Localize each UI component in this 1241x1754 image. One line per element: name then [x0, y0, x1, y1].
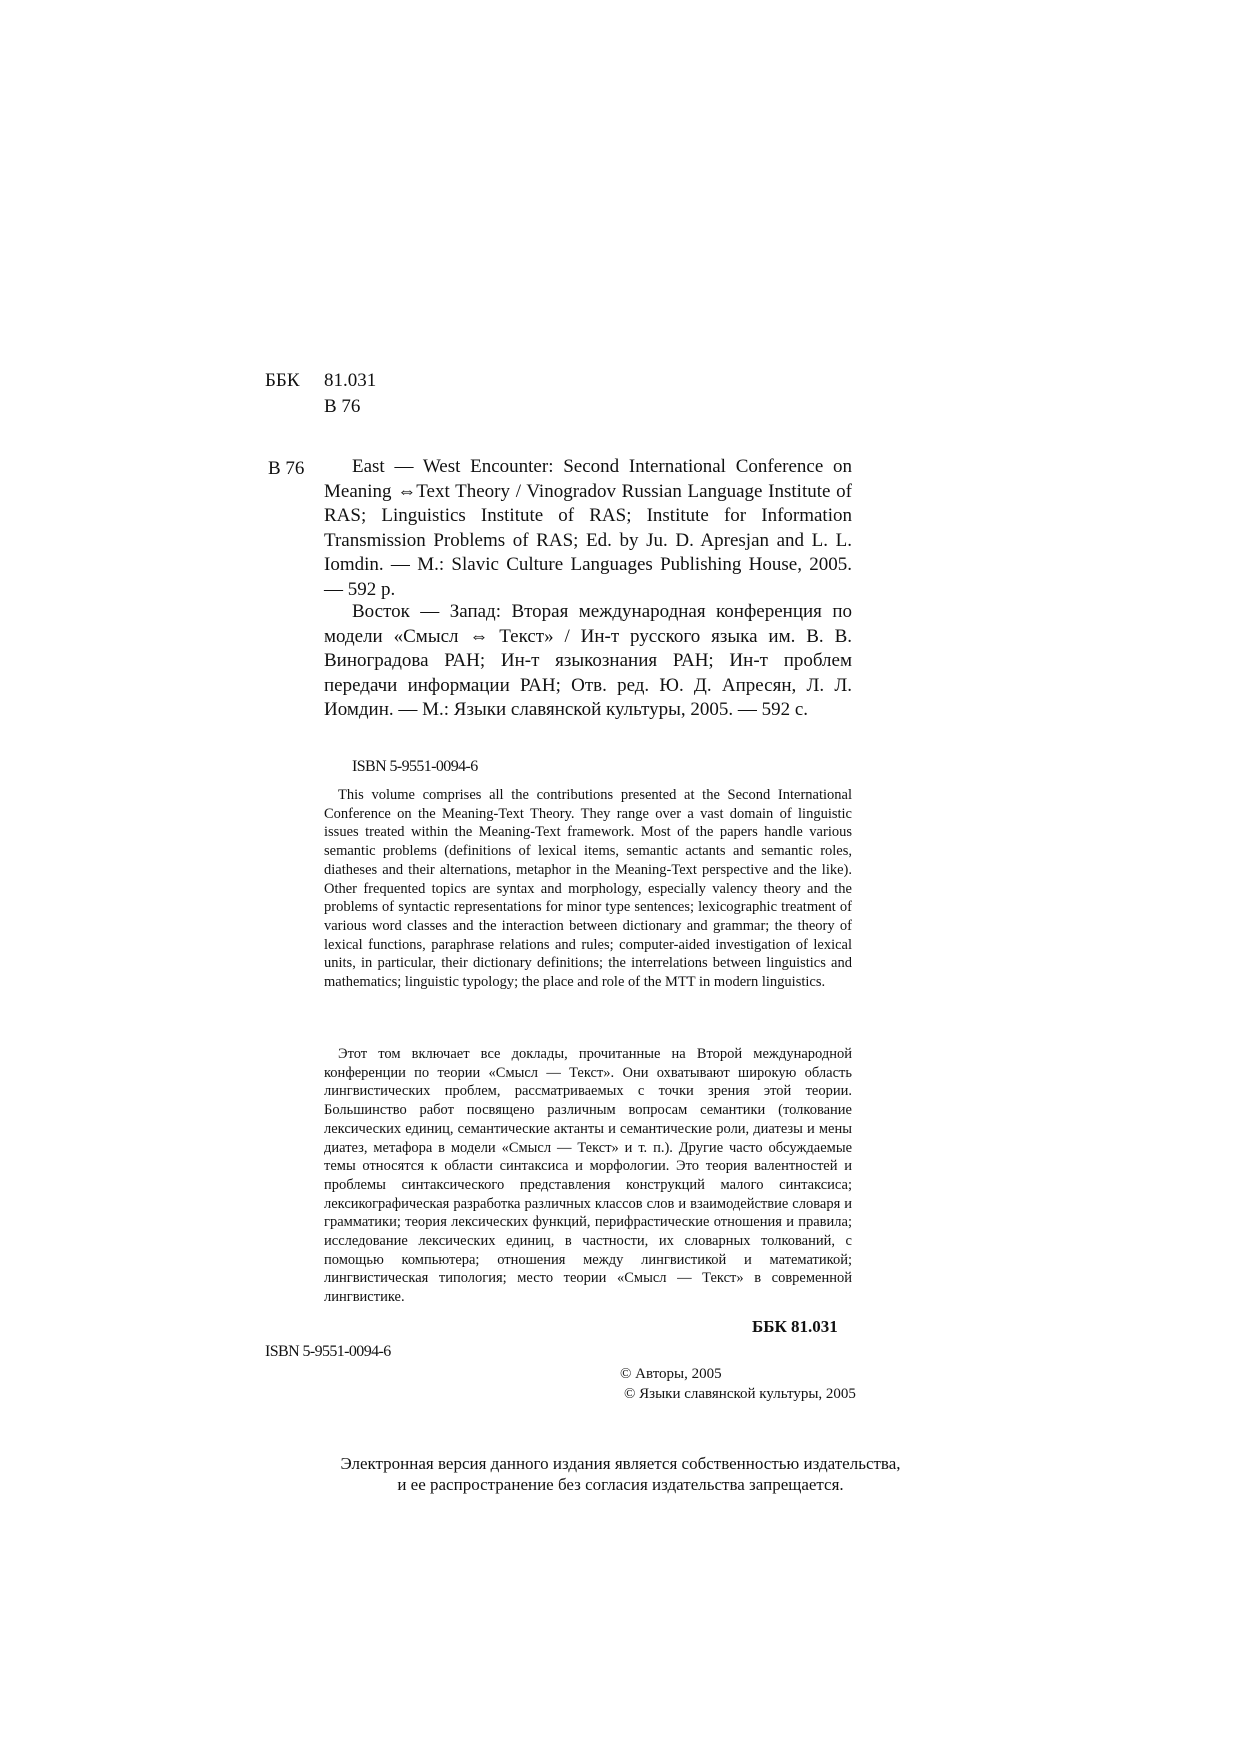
isbn-footer: ISBN 5-9551-0094-6 [265, 1343, 391, 1360]
abstract-english: This volume comprises all the contributions presented at the Second International Conference on the Meaning-Text Theory. They range over a vast domain of linguistic issues treated within the Meaning-Text framework. Most of the papers handle various semantic problems (definitions of lexical items, semantic actants and semantic roles, diatheses and their alternations, metaphor in the Meaning-Text perspective and the like). Other frequented topics are syntax and morphology, especially valency theory and the problems of syntactic representations for minor type sentences; lexicographic treatment of various word classes and the interaction between dictionary and grammar; the theory of lexical functions, paraphrase relations and rules; computer-aided investigation of lexical units, in particular, their dictionary definitions; the interrelations between linguistics and mathematics; linguistic typology; the place and role of the MTT in modern linguistics. [324, 787, 852, 991]
bibliographic-entry-english: East — West Encounter: Second International Conference on Meaning ⇔Text Theory / Vinogradov Russian Language Institute of RAS; Linguistics Institute of RAS; Institute for Information Transmission Problems of RAS; Ed. by Ju. D. Apresjan and L. L. Iomdin. — M.: Slavic Culture Languages Publishing House, 2005. — 592 p. [324, 456, 852, 600]
bbk-code-bold: ББК 81.031 [752, 1317, 838, 1336]
notice-line-1: Электронная версия данного издания является собственностью издательства, [340, 1454, 901, 1473]
copyright-publisher: © Языки славянской культуры, 2005 [624, 1386, 856, 1402]
entry-author-sign: В 76 [268, 458, 305, 479]
bbk-label: ББК [265, 370, 300, 391]
abstract-russian: Этот том включает все доклады, прочитанные на Второй международной конференции по теории «Смысл — Текст». Они охватывают широкую область лингвистических проблем, рассматриваемых с точки зрения этой теории. Большинство работ посвящено различным вопросам семантики (толкование лексических единиц, семантические актанты и семантические роли, диатезы и мены диатез, метафора в модели «Смысл — Текст» и т. п.). Другие часто обсуждаемые темы относятся к области синтаксиса и морфологии. Это теория валентностей и проблемы синтаксического представления конструкций малого синтаксиса; лексикографическая разработка различных классов слов и взаимодействие словаря и грамматики; теория лексических функций, перифрастические отношения и правила; исследование лексических единиц, в частности, их словарных толкований, с помощью компьютера; отношения между лингвистикой и математикой; лингвистическая типология; место теории «Смысл — Текст» в современной лингвистике. [324, 1046, 852, 1306]
electronic-version-notice [200, 1453, 1041, 1495]
isbn-entry: ISBN 5-9551-0094-6 [352, 758, 478, 775]
bbk-number: 81.031 [324, 370, 377, 391]
author-sign: В 76 [324, 396, 361, 417]
copyright-authors: © Авторы, 2005 [620, 1366, 722, 1382]
notice-line-2: и ее распространение без согласия издательства запрещается. [397, 1475, 844, 1494]
bibliographic-entry-russian: Восток — Запад: Вторая международная конференция по модели «Смысл ⇔ Текст» / Ин-т русского языка им. В. В. Виноградова РАН; Ин-т языкознания РАН; Ин-т проблем передачи информации РАН; Отв. ред. Ю. Д. Апресян, Л. Л. Иомдин. — М.: Языки славянской культуры, 2005. — 592 с. [324, 601, 852, 721]
